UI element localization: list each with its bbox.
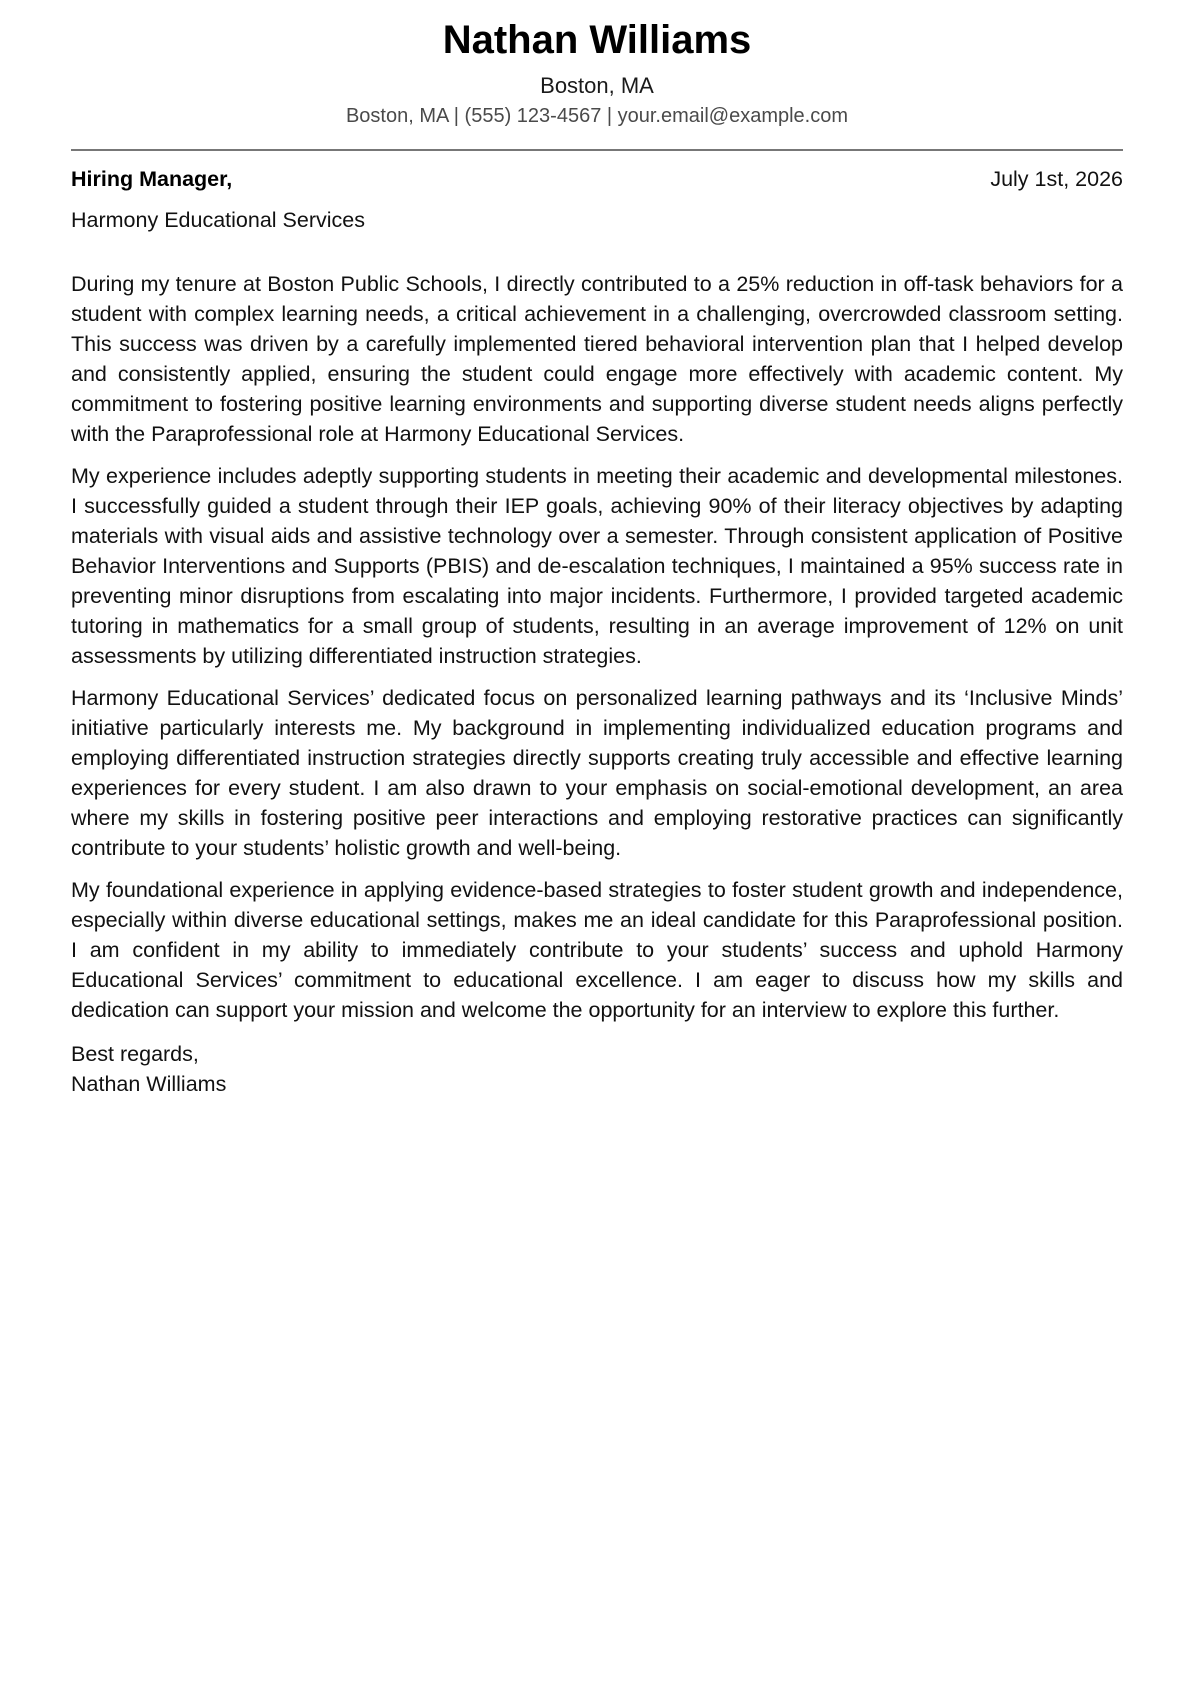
contact-line: Boston, MA | (555) 123-4567 | your.email@example.com <box>345 105 849 127</box>
letter-date: July 1st, 2026 <box>990 167 1123 191</box>
header-divider <box>71 149 1123 151</box>
letter-closing <box>71 1039 1123 1099</box>
body-paragraph: During my tenure at Boston Public Schools, I directly contributed to a 25% reduction in off-task behaviors for a student with complex learning needs, a critical achievement in a challenging, overcrowded classroom setting. This success was driven by a carefully implemented tiered behavioral intervention plan that I helped develop and consistently applied, ensuring the student could engage more effectively with academic content. My commitment to fostering positive learning environments and supporting diverse student needs aligns perfectly with the Paraprofessional role at Harmony Educational Services. <box>71 272 1123 446</box>
applicant-name: Nathan Williams <box>442 18 752 62</box>
applicant-location: Boston, MA <box>540 73 654 98</box>
body-paragraph: My foundational experience in applying evidence-based strategies to foster student growth and independence, especially within diverse educational settings, makes me an ideal candidate for this Paraprofessional position. I am confident in my ability to immediately contribute to your students’ success and uphold Harmony Educational Services’ commitment to educational excellence. I am eager to discuss how my skills and dedication can support your mission and welcome the opportunity for an interview to explore this further. <box>71 878 1123 1022</box>
recipient-company: Harmony Educational Services <box>71 208 365 232</box>
cover-letter-page <box>71 0 1123 1099</box>
recipient-salutation: Hiring Manager, <box>71 167 233 191</box>
recipient-row <box>71 165 1123 193</box>
valediction: Best regards, <box>71 1042 199 1066</box>
body-paragraph: My experience includes adeptly supporting students in meeting their academic and developmental milestones. I successfully guided a student through their IEP goals, achieving 90% of their literacy objectives by adapting materials with visual aids and assistive technology over a semester. Through consistent application of Positive Behavior Interventions and Supports (PBIS) and de-escalation techniques, I maintained a 95% success rate in preventing minor disruptions from escalating into major incidents. Furthermore, I provided targeted academic tutoring in mathematics for a small group of students, resulting in an average improvement of 12% on unit assessments by utilizing differentiated instruction strategies. <box>71 464 1123 668</box>
body-paragraph: Harmony Educational Services’ dedicated focus on personalized learning pathways and its ‘Inclusive Minds’ initiative particularly interests me. My background in implementing individualized education programs and employing differentiated instruction strategies directly supports creating truly accessible and effective learning experiences for every student. I am also drawn to your emphasis on social-emotional development, an area where my skills in fostering positive peer interactions and employing restorative practices can significantly contribute to your students’ holistic growth and well-being. <box>71 686 1123 860</box>
signature-name: Nathan Williams <box>71 1072 227 1096</box>
letter-body <box>71 269 1123 1025</box>
